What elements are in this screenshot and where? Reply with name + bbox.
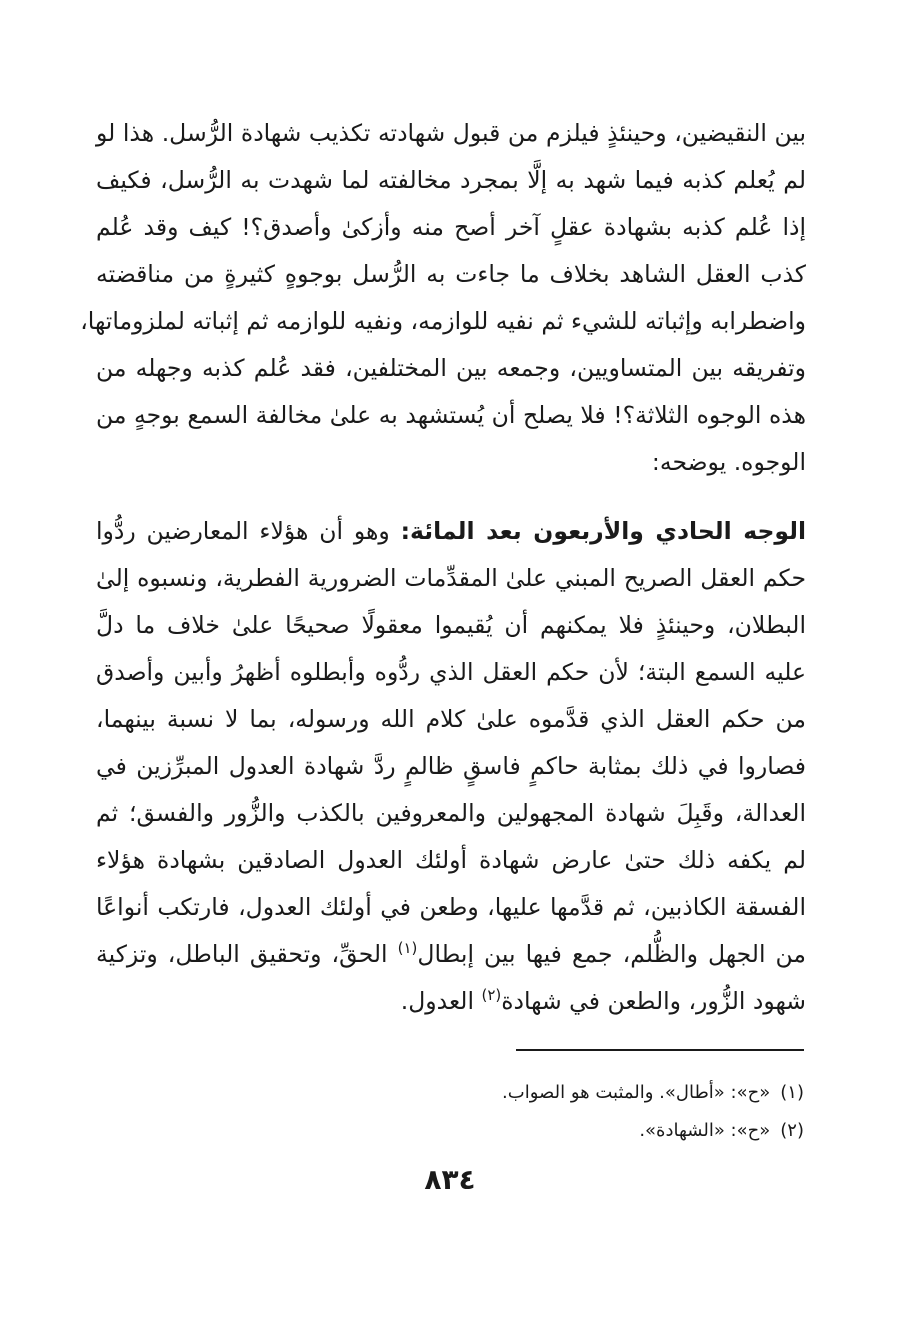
paragraph-1 [80,110,806,486]
line-fragment: العدول. [400,987,482,1015]
text-line: كذب العقل الشاهد بخلاف ما جاءت به الرُّسل بوجوهٍ كثيرةٍ من مناقضته [96,260,806,288]
footnote-text: «ح»: «أطال». والمثبت هو الصواب. [502,1082,771,1103]
text-line: حكم العقل الصريح المبني علىٰ المقدِّمات الضرورية الفطرية، ونسبوه إلىٰ [96,564,806,592]
section-heading: الوجه الحادي والأربعون بعد المائة: [400,517,806,545]
page-number: ٨٣٤ [424,1163,476,1196]
footnote-number: (١) [780,1082,804,1103]
footnote-separator [516,1049,804,1051]
text-line: عليه السمع البتة؛ لأن حكم العقل الذي ردُّوه وأبطلوه أظهرُ وأبين وأصدق [96,658,806,686]
text-line: من حكم العقل الذي قدَّموه علىٰ كلام الله ورسوله، بما لا نسبة بينهما، [96,705,806,733]
footnote-2 [300,1112,804,1150]
footnotes [300,1074,804,1150]
text-line: بين النقيضين، وحينئذٍ فيلزم من قبول شهادته تكذيب شهادة الرُّسل. هذا لو [96,119,806,147]
footnote-marker-1[interactable]: (١) [397,939,418,958]
text-line: العدالة، وقَبِلَ شهادة المجهولين والمعروفين بالكذب والزُّور والفسق؛ ثم [96,799,806,827]
heading-line-rest: وهو أن هؤلاء المعارضين ردُّوا [96,517,401,545]
footnote-number: (٢) [780,1120,804,1141]
text-line [96,931,806,978]
footnote-marker-2[interactable]: (٢) [481,986,502,1005]
line-fragment: الحقِّ، وتحقيق الباطل، وتزكية [96,940,398,968]
footnote-text: «ح»: «الشهادة». [639,1120,771,1141]
text-line [96,978,806,1025]
line-fragment: شهود الزُّور، والطعن في شهادة [501,987,806,1015]
text-line [96,508,806,555]
text-line: لم يُعلم كذبه فيما شهد به إلَّا بمجرد مخالفته لما شهدت به الرُّسل، فكيف [96,166,806,194]
text-line: الفسقة الكاذبين، ثم قدَّمها عليها، وطعن في أولئك العدول، فارتكب أنواعًا [96,893,806,921]
text-line: إذا عُلم كذبه بشهادة عقلٍ آخر أصح منه وأزكىٰ وأصدق؟! كيف وقد عُلم [96,213,806,241]
text-line: البطلان، وحينئذٍ فلا يمكنهم أن يُقيموا معقولًا صحيحًا علىٰ خلاف ما دلَّ [96,611,806,639]
footnote-1 [300,1074,804,1112]
text-line: فصاروا في ذلك بمثابة حاكمٍ فاسقٍ ظالمٍ ردَّ شهادة العدول المبرِّزين في [96,752,806,780]
line-fragment: من الجهل والظُّلم، جمع فيها بين إبطال [417,940,806,968]
text-line: هذه الوجوه الثلاثة؟! فلا يصلح أن يُستشهد به علىٰ مخالفة السمع بوجهٍ من [96,401,806,429]
text-line: واضطرابه وإثباته للشيء ثم نفيه للوازمه، ونفيه للوازمه ثم إثباته لملزوماتها، [80,307,806,335]
paragraph-2 [96,508,806,1025]
text-line: الوجوه. يوضحه: [651,448,806,476]
text-line: وتفريقه بين المتساويين، وجمعه بين المختلفين، فقد عُلم كذبه وجهله من [96,354,806,382]
text-line: لم يكفه ذلك حتىٰ عارض شهادة أولئك العدول الصادقين بشهادة هؤلاء [96,846,806,874]
